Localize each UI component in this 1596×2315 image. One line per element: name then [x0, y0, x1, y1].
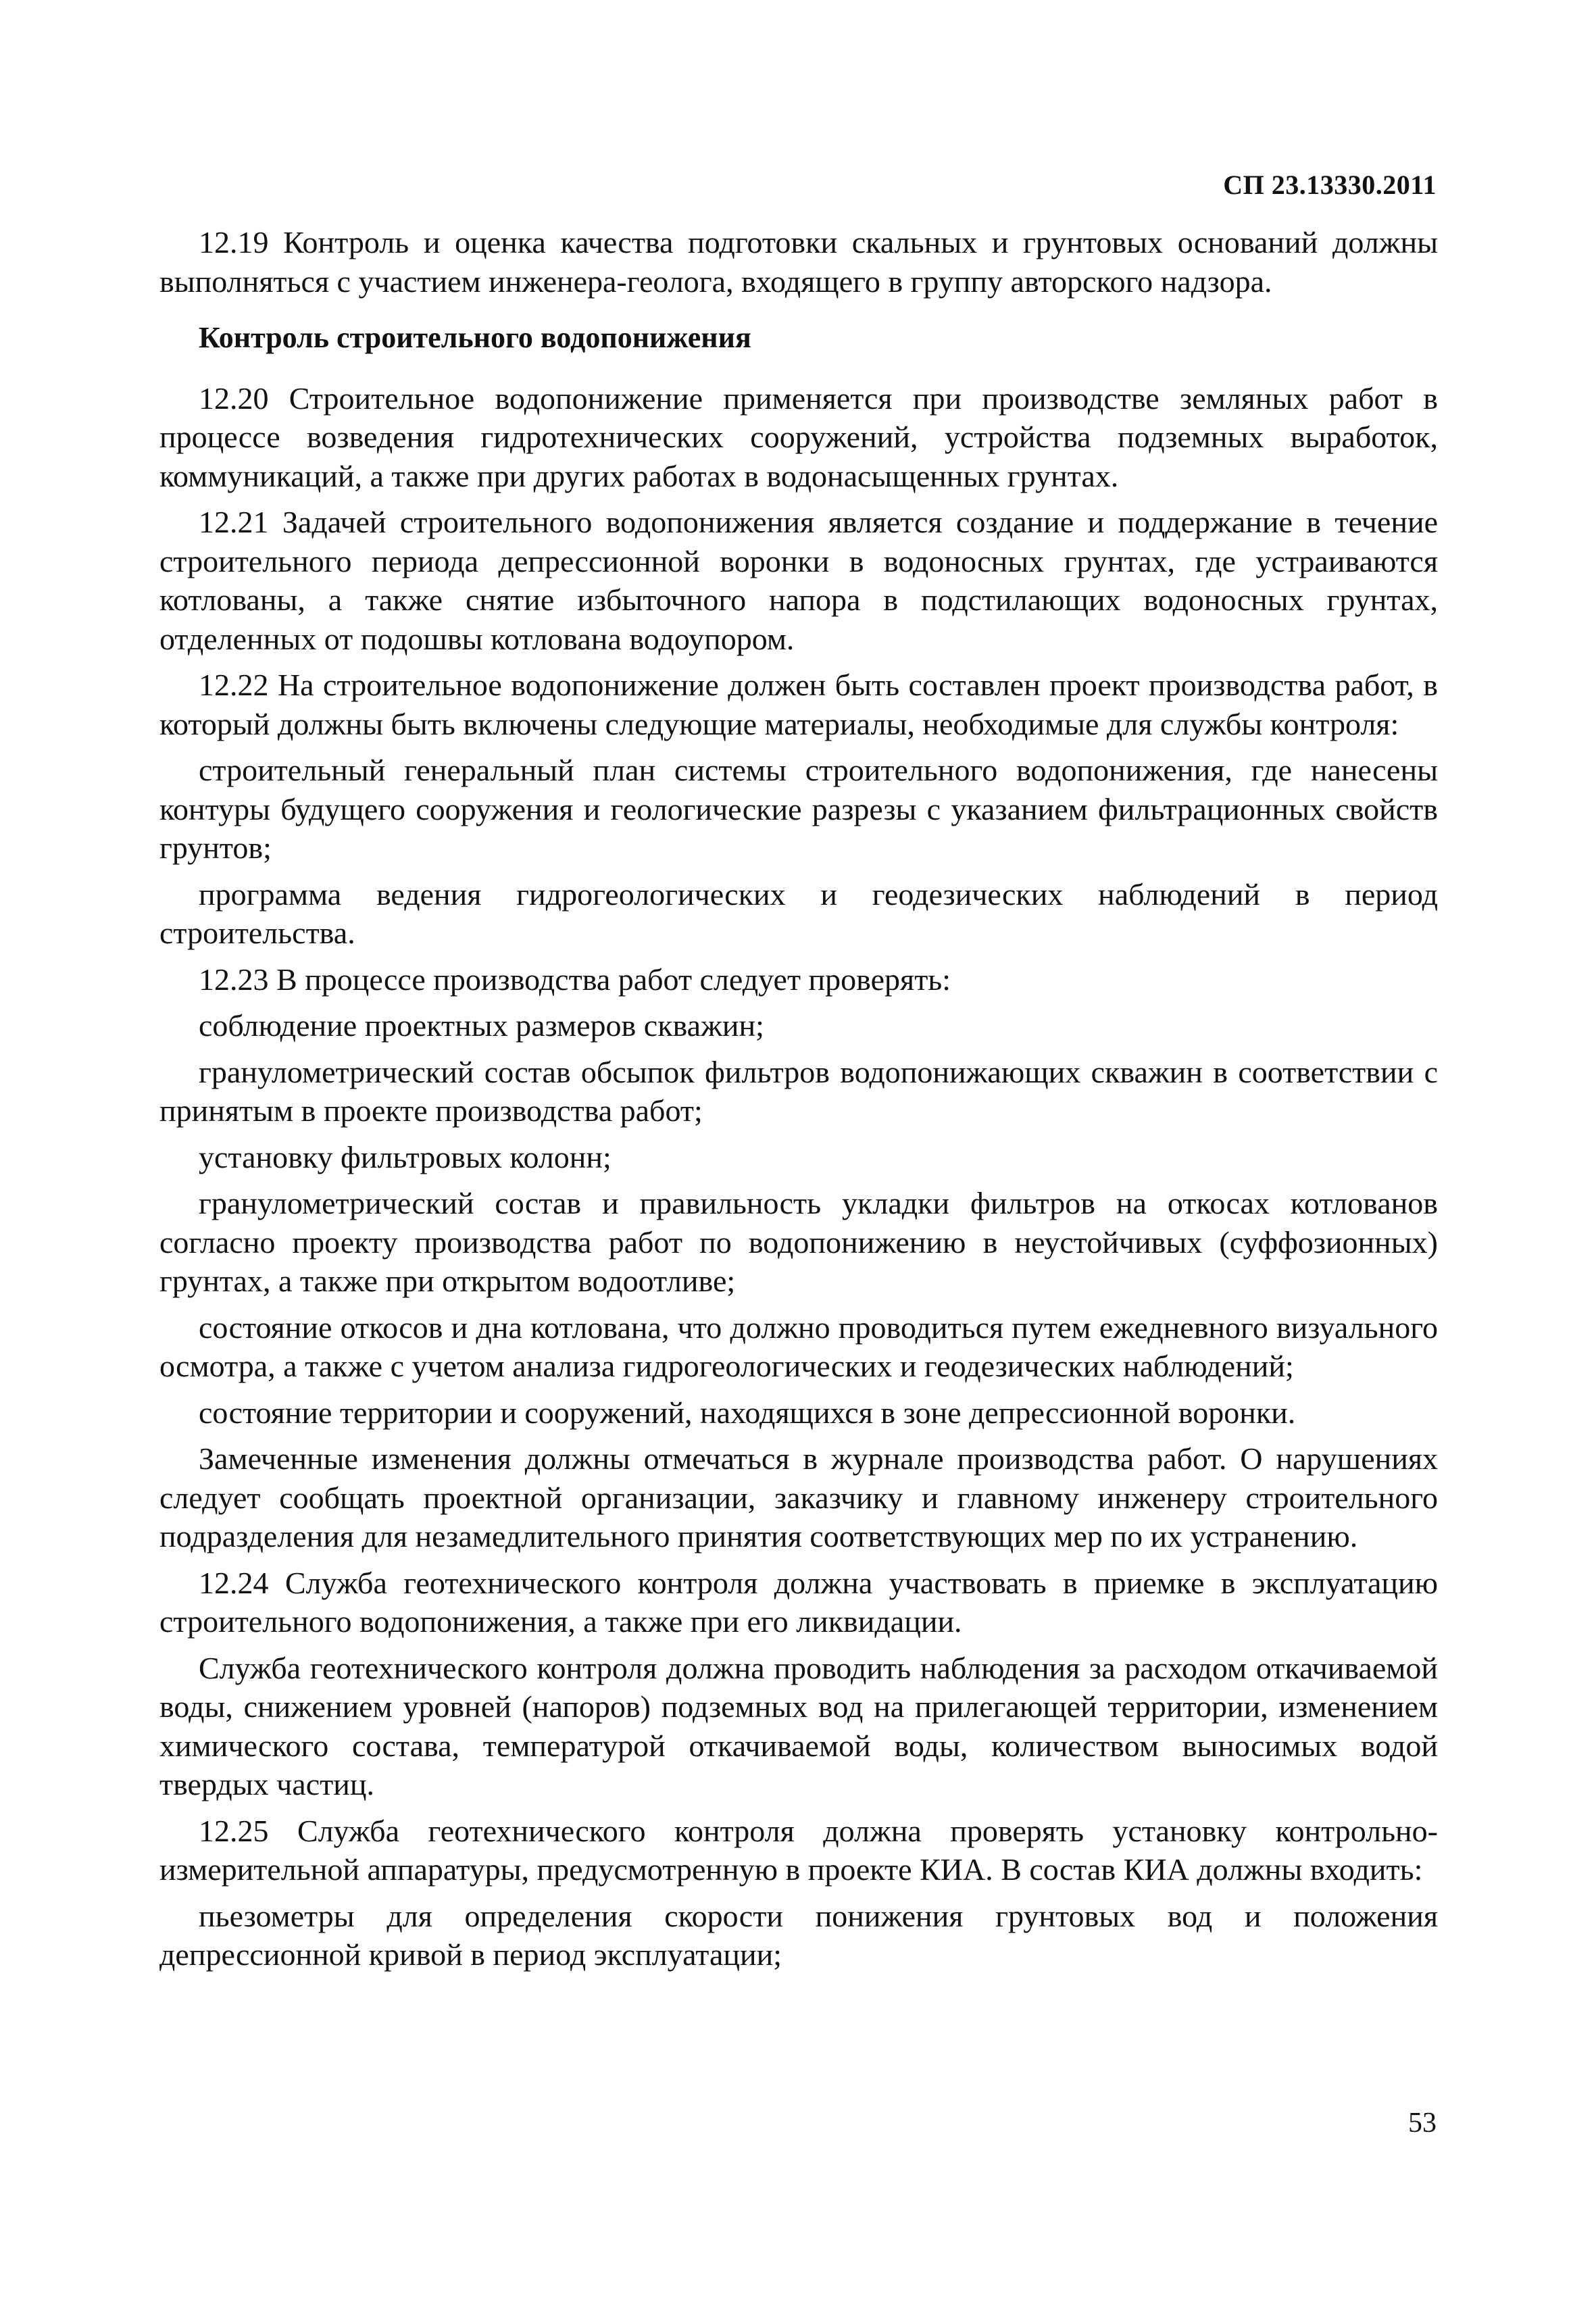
list-item: гранулометрический состав и правильность укладки фильтров на откосах котлованов согласно проекту производства работ по водопонижению в неустойчивых (суффозионных) грунтах, а также при открытом водоотливе;	[159, 1186, 1438, 1298]
page-number: 53	[1408, 2108, 1437, 2139]
list-item: состояние откосов и дна котлована, что должно проводиться путем ежедневного визуального осмотра, а также с учетом анализа гидрогеологических и геодезических наблюдений;	[159, 1310, 1438, 1383]
list-item: соблюдение проектных размеров скважин;	[199, 1008, 764, 1043]
paragraph-12-23: 12.23 В процессе производства работ следует проверять:	[199, 962, 951, 997]
list-item: состояние территории и сооружений, находящихся в зоне депрессионной воронки.	[199, 1395, 1296, 1430]
paragraph-note: Замеченные изменения должны отмечаться в журнале производства работ. О нарушениях следует сообщать проектной организации, заказчику и главному инженеру строительного подразделения для незамедлительного принятия соответствующих мер по их устранению.	[159, 1441, 1438, 1553]
paragraph-12-22: 12.22 На строительное водопонижение должен быть составлен проект производства работ, в который должны быть включены следующие материалы, необходимые для службы контроля:	[159, 668, 1438, 741]
list-item: пьезометры для определения скорости понижения грунтовых вод и положения депрессионной кривой в период эксплуатации;	[159, 1898, 1438, 1972]
paragraph-12-24-continued: Служба геотехнического контроля должна проводить наблюдения за расходом откачиваемой воды, снижением уровней (напоров) подземных вод на прилегающей территории, изменением химического состава, температурой откачиваемой воды, количеством выносимых водой твердых частиц.	[159, 1650, 1438, 1801]
paragraph-12-25: 12.25 Служба геотехнического контроля должна проверять установку контрольно-измерительной аппаратуры, предусмотренную в проекте КИА. В состав КИА должны входить:	[159, 1813, 1438, 1887]
paragraph-12-20: 12.20 Строительное водопонижение применяется при производстве земляных работ в процессе возведения гидротехнических сооружений, устройства подземных выработок, коммуникаций, а также при других работах в водонасыщенных грунтах.	[159, 380, 1438, 493]
list-item: гранулометрический состав обсыпок фильтров водопонижающих скважин в соответствии с принятым в проекте производства работ;	[159, 1054, 1438, 1128]
paragraph-12-21: 12.21 Задачей строительного водопонижения является создание и поддержание в течение строительного периода депрессионной воронки в водоносных грунтах, где устраиваются котлованы, а также снятие избыточного напора в подстилающих водоносных грунтах, отделенных от подошвы котлована водоупором.	[159, 505, 1438, 656]
section-heading: Контроль строительного водопонижения	[199, 321, 751, 354]
list-item: строительный генеральный план системы строительного водопонижения, где нанесены контуры будущего сооружения и геологические разрезы с указанием фильтрационных свойств грунтов;	[159, 753, 1438, 865]
list-item: установку фильтровых колонн;	[199, 1139, 612, 1174]
page-content	[159, 223, 1438, 1974]
list-item: программа ведения гидрогеологических и геодезических наблюдений в период строительства.	[159, 876, 1438, 950]
paragraph-12-24: 12.24 Служба геотехнического контроля должна участвовать в приемке в эксплуатацию строительного водопонижения, а также при его ликвидации.	[159, 1565, 1438, 1639]
paragraph-12-19: 12.19 Контроль и оценка качества подготовки скальных и грунтовых оснований должны выполняться с участием инженера-геолога, входящего в группу авторского надзора.	[159, 225, 1438, 299]
document-code: СП 23.13330.2011	[1223, 170, 1437, 200]
